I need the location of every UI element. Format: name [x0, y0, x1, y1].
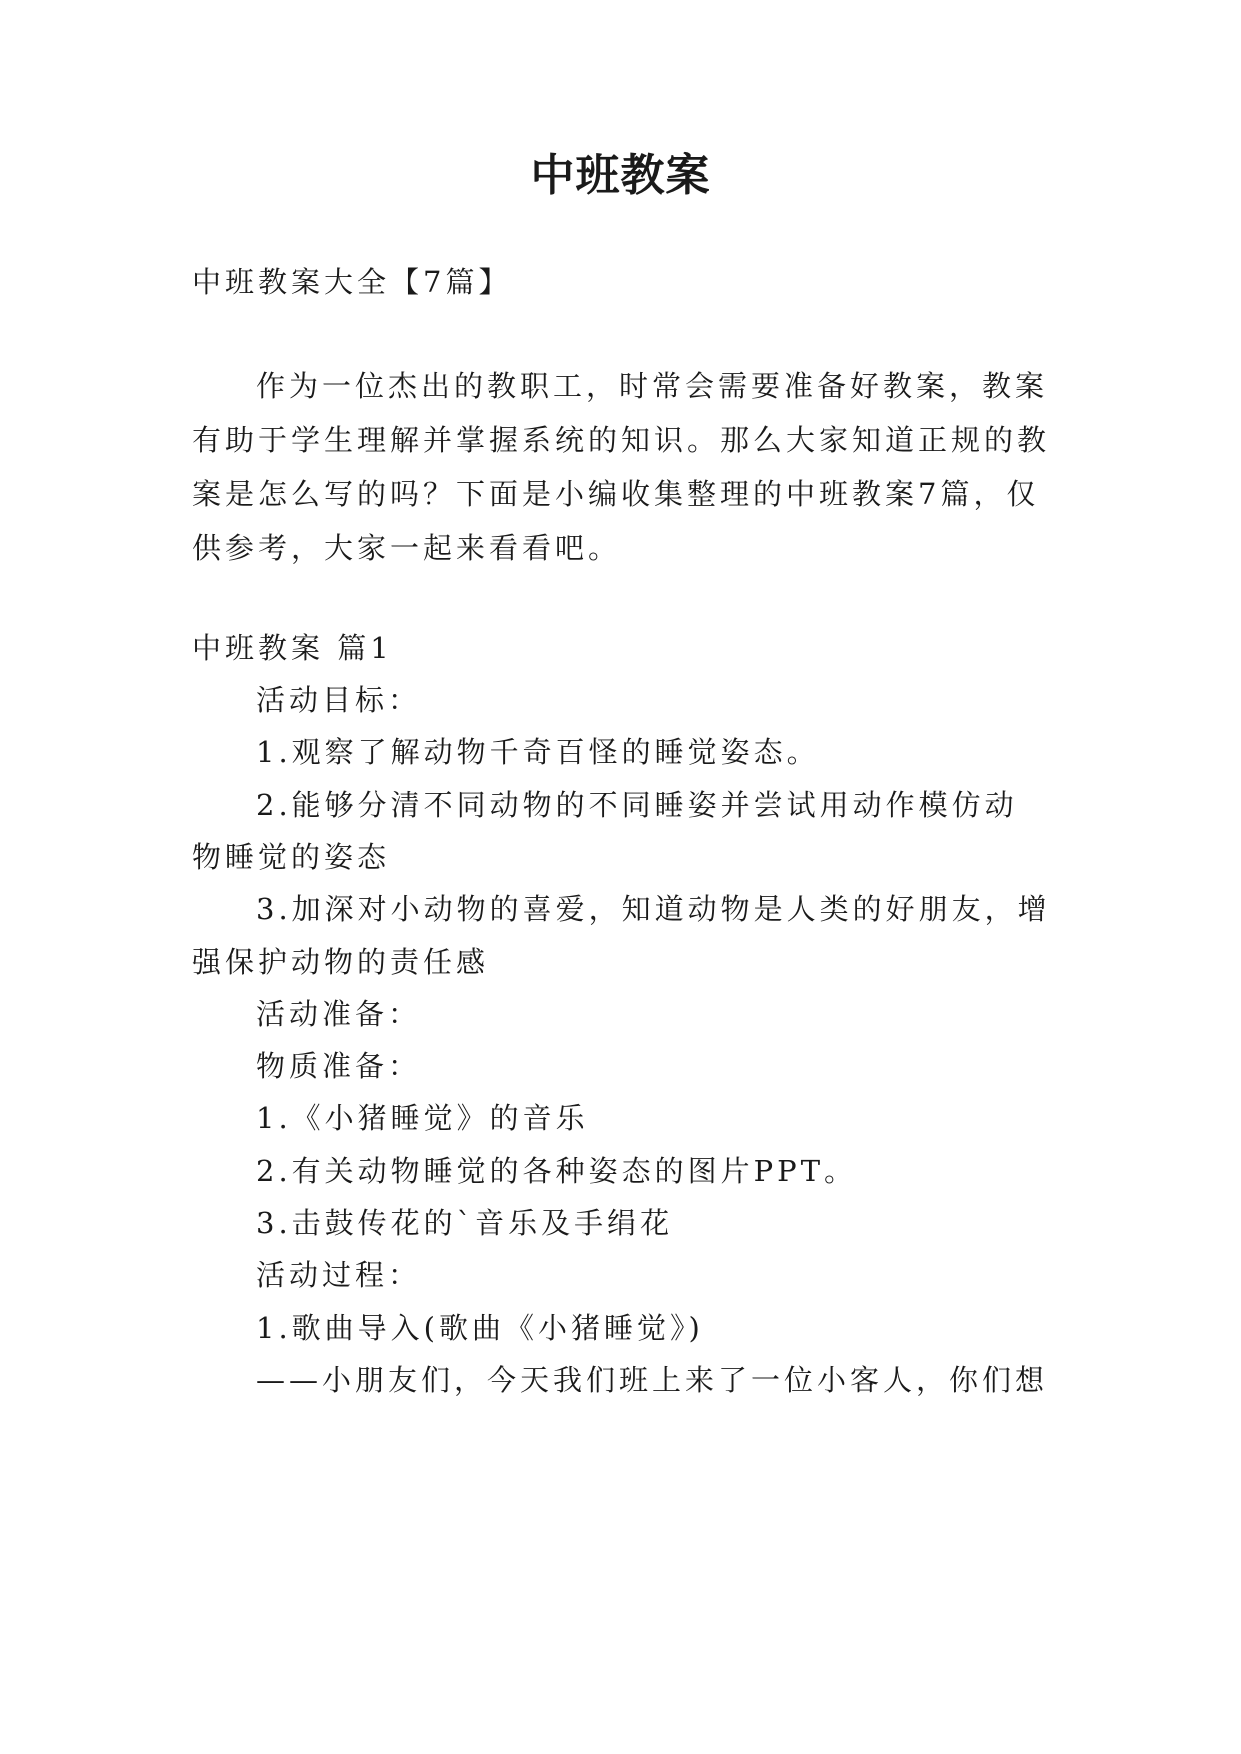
body-line: 物睡觉的姿态 — [192, 840, 391, 874]
body-line: 1.《小猪睡觉》的音乐 — [256, 1101, 589, 1135]
body-line: 3.加深对小动物的喜爱，知道动物是人类的好朋友，增 — [256, 892, 1051, 926]
body-line: 1.歌曲导入(歌曲《小猪睡觉》) — [256, 1311, 704, 1345]
body-line: 强保护动物的责任感 — [192, 945, 490, 979]
body-line: 3.击鼓传花的`音乐及手绢花 — [256, 1206, 674, 1240]
body-line: 活动过程： — [256, 1258, 422, 1292]
body-line: 活动目标： — [256, 683, 422, 717]
body-line: 物质准备： — [256, 1049, 422, 1083]
section-heading: 中班教案 篇1 — [192, 631, 393, 665]
document-subtitle: 中班教案大全【7篇】 — [192, 265, 512, 299]
intro-line: 供参考，大家一起来看看吧。 — [192, 531, 622, 565]
body-line: 2.能够分清不同动物的不同睡姿并尝试用动作模仿动 — [256, 788, 1018, 822]
body-line: 1.观察了解动物千奇百怪的睡觉姿态。 — [256, 735, 820, 769]
document-title: 中班教案 — [530, 150, 711, 201]
body-line: 活动准备： — [256, 997, 422, 1031]
body-line: ——小朋友们，今天我们班上来了一位小客人，你们想 — [256, 1363, 1049, 1397]
intro-line: 案是怎么写的吗？下面是小编收集整理的中班教案7篇，仅 — [192, 477, 1040, 511]
intro-line: 有助于学生理解并掌握系统的知识。那么大家知道正规的教 — [192, 423, 1051, 457]
intro-line: 作为一位杰出的教职工，时常会需要准备好教案，教案 — [256, 369, 1049, 403]
body-line: 2.有关动物睡觉的各种姿态的图片PPT。 — [256, 1154, 858, 1188]
